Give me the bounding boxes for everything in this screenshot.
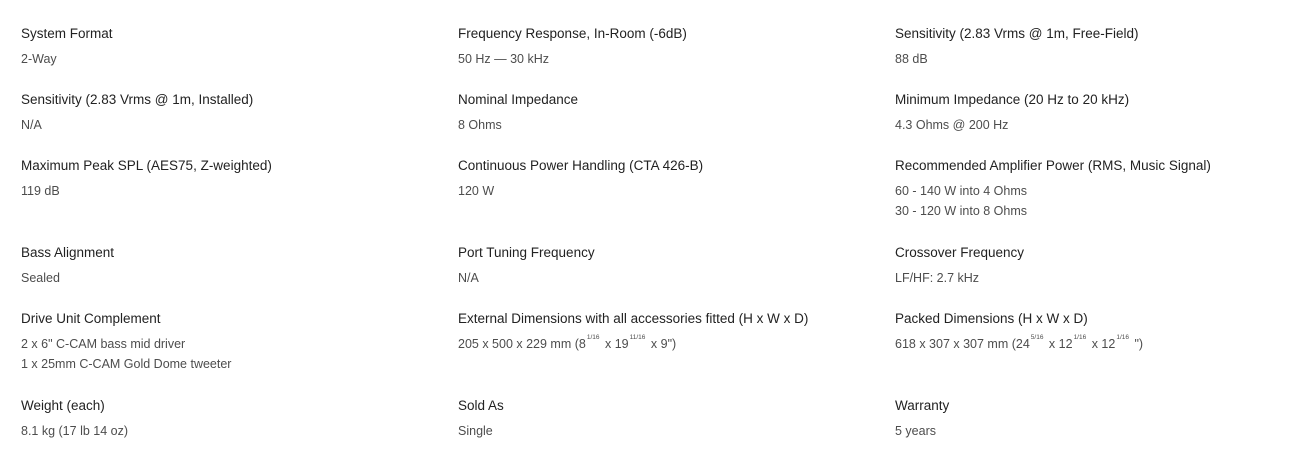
spec-frequency-response: [458, 25, 878, 69]
spec-value: LF/HF: 2.7 kHz: [895, 271, 980, 285]
spec-value: 8 Ohms: [458, 118, 502, 132]
spec-nominal-impedance: [458, 91, 878, 135]
fraction-superscript: 1/16: [1073, 334, 1087, 341]
spec-weight: [21, 397, 441, 441]
spec-label: Frequency Response, In-Room (-6dB): [458, 26, 687, 41]
dimension-text: "): [1130, 337, 1144, 351]
spec-continuous-power: [458, 157, 878, 201]
spec-value-line: 2 x 6" C-CAM bass mid driver: [21, 337, 186, 351]
spec-label: External Dimensions with all accessories fitted (H x W x D): [458, 311, 809, 326]
spec-label: Packed Dimensions (H x W x D): [895, 311, 1088, 326]
spec-sold-as: [458, 397, 878, 441]
spec-value: Sealed: [21, 271, 60, 285]
spec-label: Recommended Amplifier Power (RMS, Music Signal): [895, 158, 1211, 173]
fraction-superscript: 1/16: [1116, 334, 1129, 341]
spec-crossover-frequency: [895, 244, 1309, 288]
spec-bass-alignment: [21, 244, 441, 288]
spec-external-dimensions: [458, 310, 878, 354]
spec-label: Sensitivity (2.83 Vrms @ 1m, Free-Field): [895, 26, 1139, 41]
spec-system-format: [21, 25, 441, 69]
spec-sensitivity-free-field: [895, 25, 1309, 69]
spec-label: Drive Unit Complement: [21, 311, 161, 326]
spec-label: Minimum Impedance (20 Hz to 20 kHz): [895, 92, 1130, 107]
dimension-text: x 12: [1045, 337, 1073, 351]
spec-value: [21, 334, 441, 374]
spec-label: Nominal Impedance: [458, 92, 579, 107]
spec-value: 2-Way: [21, 52, 57, 66]
spec-value: 4.3 Ohms @ 200 Hz: [895, 118, 1009, 132]
spec-label: Continuous Power Handling (CTA 426-B): [458, 158, 704, 173]
spec-label: Crossover Frequency: [895, 245, 1025, 260]
dimension-text: 205 x 500 x 229 mm (8: [458, 337, 586, 351]
spec-recommended-amplifier: [895, 157, 1309, 221]
spec-value: 119 dB: [21, 184, 60, 198]
spec-value-line: 30 - 120 W into 8 Ohms: [895, 204, 1028, 218]
spec-value-line: 1 x 25mm C-CAM Gold Dome tweeter: [21, 357, 232, 371]
fraction-superscript: 1/16: [586, 334, 600, 341]
spec-value: 88 dB: [895, 52, 928, 66]
fraction-superscript: 5/16: [1030, 334, 1044, 341]
spec-label: Port Tuning Frequency: [458, 245, 595, 260]
spec-warranty: [895, 397, 1309, 441]
spec-sensitivity-installed: [21, 91, 441, 135]
spec-label: Maximum Peak SPL (AES75, Z-weighted): [21, 158, 272, 173]
spec-value: 50 Hz — 30 kHz: [458, 52, 550, 66]
spec-drive-unit-complement: [21, 310, 441, 374]
spec-value: 120 W: [458, 184, 495, 198]
spec-label: Bass Alignment: [21, 245, 115, 260]
fraction-superscript: 11/16: [629, 334, 646, 341]
spec-minimum-impedance: [895, 91, 1309, 135]
spec-label: Sold As: [458, 398, 504, 413]
spec-label: Sensitivity (2.83 Vrms @ 1m, Installed): [21, 92, 254, 107]
spec-value: N/A: [458, 271, 479, 285]
dimension-text: x 9"): [647, 337, 677, 351]
spec-label: Warranty: [895, 398, 950, 413]
spec-packed-dimensions: [895, 310, 1309, 354]
spec-label: System Format: [21, 26, 113, 41]
spec-value: [458, 334, 878, 354]
spec-label: Weight (each): [21, 398, 105, 413]
spec-value: Single: [458, 424, 493, 438]
spec-value: 5 years: [895, 424, 936, 438]
spec-value: [895, 334, 1309, 354]
spec-value: [895, 181, 1309, 221]
spec-max-peak-spl: [21, 157, 441, 201]
spec-port-tuning: [458, 244, 878, 288]
spec-value-line: 60 - 140 W into 4 Ohms: [895, 184, 1028, 198]
dimension-text: 618 x 307 x 307 mm (24: [895, 337, 1030, 351]
dimension-text: x 12: [1088, 337, 1116, 351]
spec-value: N/A: [21, 118, 42, 132]
dimension-text: x 19: [601, 337, 629, 351]
spec-value: 8.1 kg (17 lb 14 oz): [21, 424, 129, 438]
